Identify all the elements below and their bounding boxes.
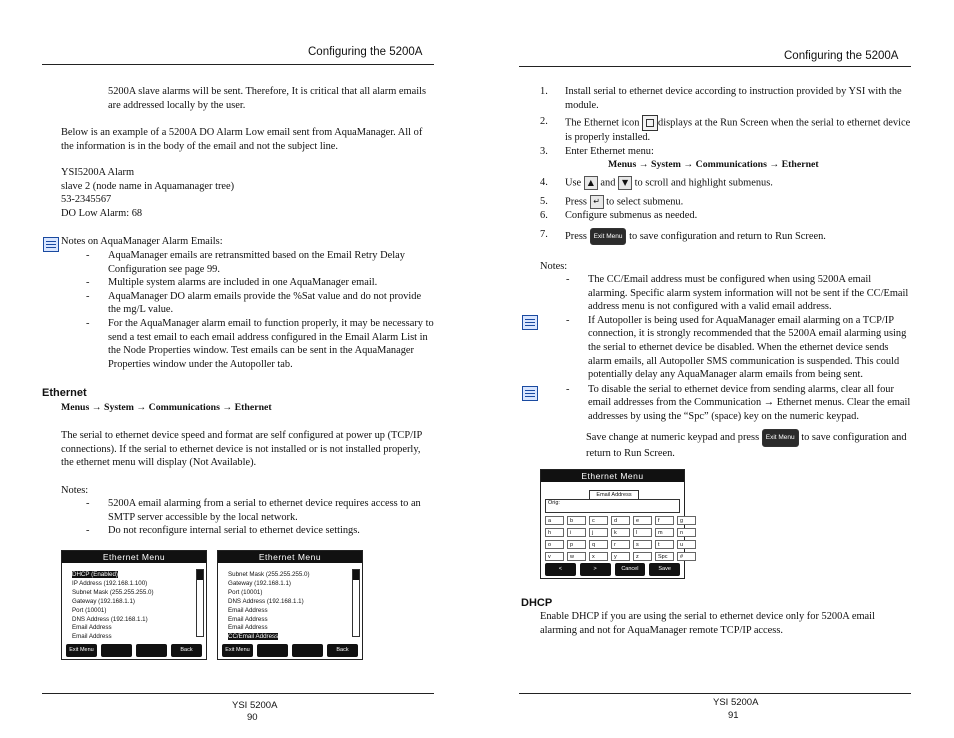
key[interactable]: # (677, 552, 696, 561)
menu-item[interactable]: Email Address (72, 633, 112, 641)
key[interactable]: g (677, 516, 696, 525)
menu-path-row: Menus → System → Communications → Ethernet (608, 159, 819, 171)
list-item: - 5200A email alarming from a serial to ethernet device requires access to an SMTP server accessible by the local network. (86, 498, 421, 523)
right-header-rule (519, 66, 911, 67)
key[interactable]: j (589, 528, 608, 537)
example-line: 53-2345567 (61, 194, 112, 206)
example-line: DO Low Alarm: 68 (61, 207, 143, 219)
menu-item[interactable]: Gateway (192.168.1.1) (228, 579, 291, 587)
key[interactable]: u (677, 540, 696, 549)
key[interactable]: i (567, 528, 586, 537)
menu-item[interactable]: Email Address (72, 624, 112, 632)
key[interactable]: r (611, 540, 630, 549)
key[interactable]: y (611, 552, 630, 561)
menu-item[interactable]: Email Address (228, 624, 268, 632)
exit-menu-key-icon: Exit Menu (762, 429, 799, 447)
key[interactable]: o (545, 540, 564, 549)
list-item: - Multiple system alarms are included in one AquaManager email. (86, 277, 378, 289)
key[interactable]: d (611, 516, 630, 525)
left-page-header: Configuring the 5200A (308, 46, 423, 58)
menu-item[interactable]: Subnet Mask (255.255.255.0) (228, 571, 310, 578)
list-item: - If Autopoller is being used for AquaManager email alarming on a TCP/IP connection, it is strongly recommended that the 5200A email alarming using the serial to ethernet device be disabled. When the ethernet device sends alarm emails, all Autopoller SMS communication is suspended. This could potentially delay any AquaManager alarm emails from being sent. (566, 314, 907, 381)
dhcp-heading: DHCP (521, 597, 553, 609)
ethernet-icon (642, 115, 658, 131)
cancel-button[interactable]: Cancel (615, 563, 646, 576)
menu-item[interactable]: Email Address (228, 615, 268, 623)
right-notes-list (566, 273, 911, 424)
email-entry-screen (540, 469, 685, 579)
on-screen-keyboard (545, 516, 696, 561)
menu-item[interactable]: Email Address (228, 606, 268, 614)
key[interactable]: l (633, 528, 652, 537)
step: 1. Install serial to ethernet device according to instruction provided by YSI with the module. (540, 86, 902, 111)
softkey-3[interactable] (292, 644, 323, 657)
down-arrow-key-icon: ▼ (618, 176, 632, 190)
right-footer-model: YSI 5200A (713, 697, 759, 708)
save-instruction: Save change at numeric keypad and press Exit Menu to save configuration and return to Run Screen. (586, 429, 911, 460)
screen-title: Ethernet Menu (218, 551, 362, 563)
softkey-row (66, 644, 202, 657)
ethernet-body: The serial to ethernet device speed and format are self configured at power up (TCP/IP connections). If the serial to ethernet device is not installed or is not installed properly, the ethernet menu will display (Not Available). (61, 430, 422, 469)
list-item: - For the AquaManager alarm email to function properly, it may be necessary to send a test email to each email address configured in the Email Alarm List in the Node Properties window. Test emails can be sent in the AquaManager Properties window under the Autopoller tab. (86, 317, 434, 370)
left-page-number: 90 (247, 712, 258, 723)
exit-menu-key-icon: Exit Menu (590, 228, 627, 246)
space-key[interactable]: Spc (655, 552, 674, 561)
right-footer-rule (519, 693, 911, 694)
notes-title: Notes on AquaManager Alarm Emails: (61, 236, 223, 247)
intro-paragraph: 5200A slave alarms will be sent. Therefore, It is critical that all alarm emails are addressed locally by the user. (108, 86, 427, 111)
back-button[interactable]: Back (171, 644, 202, 657)
enter-key-icon: ↵ (590, 195, 604, 209)
key[interactable]: z (633, 552, 652, 561)
list-item: - AquaManager emails are retransmitted based on the Email Retry Delay Configuration see page 99. (86, 250, 405, 275)
menu-item-highlighted[interactable]: DHCP (Enabled) (72, 571, 118, 578)
key[interactable]: c (589, 516, 608, 525)
menu-item[interactable]: DNS Address (192.168.1.1) (72, 615, 148, 623)
left-footer-model: YSI 5200A (232, 700, 278, 711)
screen-title: Ethernet Menu (541, 470, 684, 482)
example-email (61, 166, 234, 220)
key[interactable]: m (655, 528, 674, 537)
right-page-number: 91 (728, 710, 739, 721)
key[interactable]: e (633, 516, 652, 525)
scrollbar[interactable] (352, 569, 360, 637)
step: 5. Press ↵ to select submenu. (540, 195, 684, 208)
step: 4. Use ▲ and ▼ to scroll and highlight submenus. (540, 176, 773, 189)
cursor-right-button[interactable]: > (580, 563, 611, 576)
save-button[interactable]: Save (649, 563, 680, 576)
ethernet-menu-screen-2 (217, 550, 363, 660)
key[interactable]: w (567, 552, 586, 561)
note-icon (522, 386, 538, 401)
step: 2. The Ethernet icon displays at the Run Screen when the serial to ethernet device is properly installed. (540, 116, 911, 144)
steps-list (540, 85, 911, 245)
left-footer-rule (42, 693, 434, 694)
key[interactable]: v (545, 552, 564, 561)
key[interactable]: x (589, 552, 608, 561)
exit-menu-button[interactable]: Exit Menu (66, 644, 97, 657)
key[interactable]: k (611, 528, 630, 537)
menu-lines (228, 571, 310, 642)
note-icon (522, 315, 538, 330)
menu-item[interactable]: Port (10001) (72, 606, 107, 614)
orig-field[interactable]: Orig: (545, 499, 680, 513)
example-line: YSI5200A Alarm (61, 167, 135, 178)
right-notes-label: Notes: (540, 261, 568, 272)
note-icon (43, 237, 59, 252)
scrollbar[interactable] (196, 569, 204, 637)
list-item: - To disable the serial to ethernet device from sending alarms, clear all four email addresses from the Communication → Ethernet menus. Clear the email addresses by using the “Spc” (space) key on the numeric keypad. (566, 383, 911, 422)
softkey-3[interactable] (136, 644, 167, 657)
up-arrow-key-icon: ▲ (584, 176, 598, 190)
list-item: - AquaManager DO alarm emails provide the %Sat value and do not provide the mg/L value. (86, 290, 422, 316)
key[interactable]: n (677, 528, 696, 537)
exit-menu-button[interactable]: Exit Menu (222, 644, 253, 657)
screen-title: Ethernet Menu (62, 551, 206, 563)
example-intro: Below is an example of a 5200A DO Alarm Low email sent from AquaManager. All of the information is in the body of the email and not the subject line. (61, 127, 423, 152)
list-item: - Do not reconfigure internal serial to ethernet device settings. (86, 525, 360, 537)
alarm-notes-list (86, 249, 434, 371)
step: 6. Configure submenus as needed. (540, 209, 698, 221)
notes-label: Notes: (61, 485, 89, 496)
key[interactable]: h (545, 528, 564, 537)
key[interactable]: f (655, 516, 674, 525)
softkey-2[interactable] (257, 644, 288, 657)
step: 7. Press Exit Menu to save configuration and return to Run Screen. (540, 228, 911, 246)
key[interactable]: s (633, 540, 652, 549)
key[interactable]: b (567, 516, 586, 525)
menu-item[interactable]: IP Address (192.168.1.100) (72, 579, 148, 587)
field-label: Email Address (589, 490, 639, 500)
cursor-left-button[interactable]: < (545, 563, 576, 576)
menu-lines (72, 571, 154, 642)
menu-item-highlighted[interactable]: CC/Email Address (228, 633, 279, 641)
left-header-rule (42, 64, 434, 65)
dhcp-body: Enable DHCP if you are using the serial to ethernet device only for 5200A email alarming and not for AquaManager remote TCP/IP access. (540, 611, 875, 636)
ethernet-menu-screen-1 (61, 550, 207, 660)
key[interactable]: q (589, 540, 608, 549)
key[interactable]: a (545, 516, 564, 525)
list-item: - The CC/Email address must be configured when using 5200A email alarming. Specific alarm system information will not be sent if the CC/Email address menu is not configured with a valid email address. (566, 274, 909, 313)
menu-item[interactable]: Subnet Mask (255.255.255.0) (72, 588, 154, 596)
ethernet-notes-list (86, 497, 434, 538)
example-line: slave 2 (node name in Aquamanager tree) (61, 180, 235, 192)
ethernet-heading: Ethernet (42, 387, 87, 399)
softkey-row (545, 563, 680, 576)
softkey-2[interactable] (101, 644, 132, 657)
softkey-row (222, 644, 358, 657)
key[interactable]: p (567, 540, 586, 549)
menu-item[interactable]: Port (10001) (228, 588, 263, 596)
step: 3. Enter Ethernet menu: (540, 145, 654, 157)
right-page-header: Configuring the 5200A (784, 50, 899, 62)
back-button[interactable]: Back (327, 644, 358, 657)
menu-item[interactable]: DNS Address (192.168.1.1) (228, 597, 304, 605)
menu-path: Menus → System → Communications → Ethernet (61, 402, 272, 413)
menu-item[interactable]: Gateway (192.168.1.1) (72, 597, 135, 605)
key[interactable]: t (655, 540, 674, 549)
